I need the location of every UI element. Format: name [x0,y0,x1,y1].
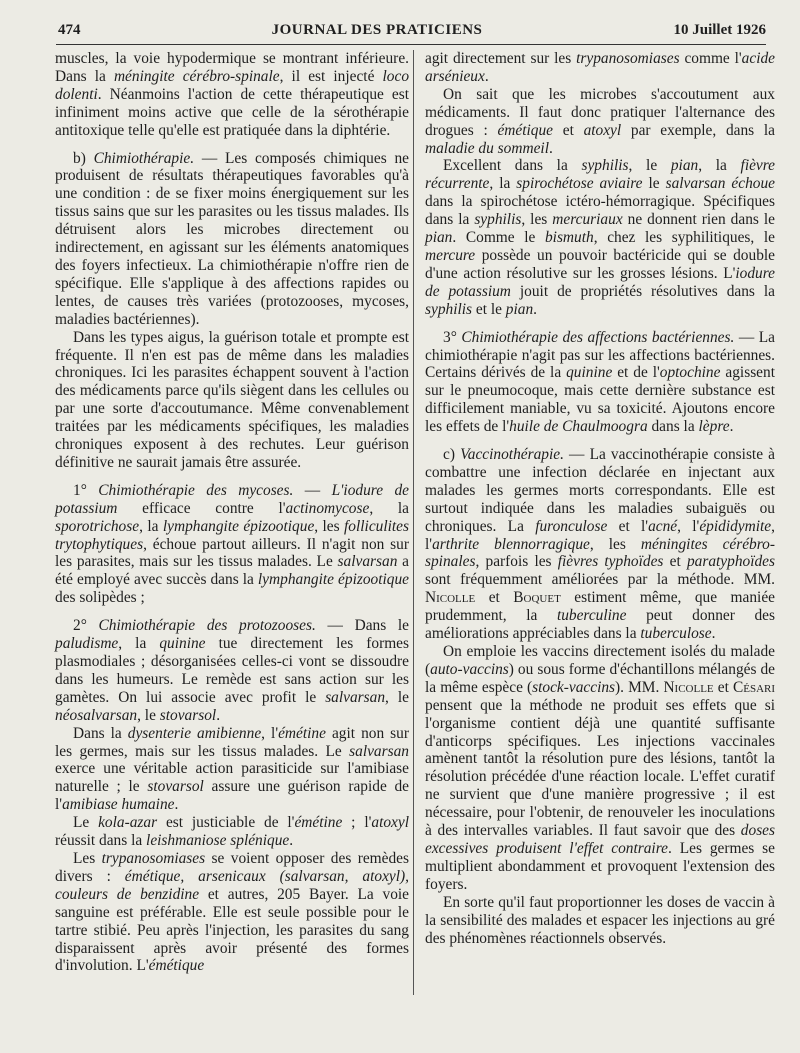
paragraph [425,446,775,643]
italic-term: quinine [566,364,613,382]
text-run: Dans les types aigus, la guérison totale et prompte est fréquente. Il n'en est pas de même dans les maladies chroniques. Ici les parasites échappent souvent à l'action des médicaments parce qu'ils siègent dans les cellules ou par une sorte d'accoutumance. Même convenablement traitées par les médicaments spécifiques, les maladies chroniques exposent à des rechutes. Leur guérison définitive ne saurait jamais être assurée. [55,328,409,471]
italic-term: lèpre [698,418,730,436]
text-run: , la [489,175,517,193]
text-run: — Dans le [315,617,409,635]
italic-term: amibiase humaine [62,796,175,814]
italic-term: iodure de potassium [425,264,775,300]
italic-term: pian [425,229,453,247]
text-run: . [289,832,294,850]
text-run: On emploie les vaccins directement isolés du malade ( [425,643,775,678]
text-run: , la [698,157,741,175]
italic-term: acné [648,517,678,535]
italic-term: maladie du sommeil [425,139,549,157]
italic-term: émétine [294,814,343,832]
italic-term: trypanosomiases [101,849,206,867]
italic-term: kola-azar [98,814,158,832]
text-run: En sorte qu'il faut proportionner les doses de vaccin à la sensibilité des malades et espacer les injections au gré des phénomènes réactionnels observés. [425,893,775,947]
paragraph [425,329,775,436]
text-run: . [729,418,734,436]
italic-term: loco dolenti [55,67,410,103]
paragraph [425,643,775,894]
text-run: . [711,625,716,643]
italic-term: salvarsan [337,553,398,571]
author-name: Boquet [513,589,561,607]
italic-term: mercuriaux [552,211,623,229]
italic-term: syphilis [425,300,473,318]
paragraph [425,86,775,158]
text-run: , échoue partout ailleurs. Il n'agit non sur les parasites, mais sur les tissus malades. Le [55,535,409,571]
paragraph [55,329,409,472]
italic-term: lymphangite épizootique [257,571,409,589]
italic-term: sporotrichose [55,517,140,535]
italic-term: émétique [497,121,554,139]
italic-term: salvarsan échoue [665,175,775,193]
text-run: Dans la [73,724,128,742]
text-run: , parfois les [475,553,558,571]
text-run: , le [628,157,671,175]
text-run: par exemple, dans la [621,121,775,139]
italic-term: stovarsol [159,706,217,724]
paragraph [55,50,409,140]
paragraph [425,894,775,948]
text-run: tue directement les formes plasmodiales ; désorganisées celles-ci vont se dissoudre dans les humeurs. Le remède est sans action sur les gamètes. On lui associe avec profit le [55,635,409,706]
text-run: estiment même, que maniée prudemment, la [425,589,775,625]
text-run: ne donnent rien dans le [622,211,775,229]
italic-term: doses excessives produisent l'effet contraire [425,822,775,857]
text-run: — [293,481,332,499]
text-run: . [548,139,553,157]
text-run: peut donner des améliorations appréciables dans la [425,607,776,643]
italic-term: paratyphoïdes [686,553,775,571]
text-run: b) [73,149,94,167]
text-run: possède un pouvoir bactéricide qui se double d'une action résolutive sur les grosses lésions. L' [425,246,775,282]
text-run: , il est injecté [279,67,383,85]
italic-term: trypanosomiases [576,50,680,67]
page-header [58,18,766,42]
text-run: c) [443,446,461,464]
italic-term: syphilis [581,157,629,175]
text-run: . Comme le [452,229,545,247]
paragraph [55,850,409,975]
text-run: , le [385,688,409,706]
author-name: Nicolle [425,589,476,607]
text-run: et [553,121,584,139]
text-run: ; l' [342,814,372,832]
text-run: sont fréquemment améliorées par la méthode. MM. [425,571,775,589]
text-run: 2° [73,617,99,635]
italic-term: Chimiothérapie. [93,149,195,167]
text-run: des solipèdes ; [55,589,145,607]
text-run: . Néanmoins l'action de cette thérapeutique est infiniment moins active que celle de la sérothérapie antitoxique telle qu'elle est pratiquée dans la diphtérie. [55,85,409,139]
text-run: ). MM. [615,678,664,696]
italic-term: Chimiothérapie des protozooses. [98,617,316,635]
text-run: . [216,706,221,724]
text-run: , les [589,535,641,553]
italic-term: épididymite [699,517,772,535]
italic-term: stovarsol [147,778,204,796]
italic-term: dysenterie amibienne [127,724,262,742]
italic-term: fièvres typhoïdes [557,553,664,571]
italic-term: mercure [425,246,476,264]
italic-term: folliculites trytophytiques [55,517,410,553]
paragraph [55,482,409,607]
issue-date: 10 Juillet 1926 [673,21,766,38]
text-run: , les [314,517,345,535]
italic-term: paludisme [55,635,119,653]
italic-term: acide arsénieux [425,50,776,85]
italic-term: Chimiothérapie des affections bactériennes. [461,328,735,346]
text-run: 1° [73,481,99,499]
text-run: dans la [647,418,699,436]
right-column [425,50,775,947]
italic-term: émétique [148,957,205,975]
text-run: , les [521,211,553,229]
text-run: agit directement sur les [425,50,577,67]
italic-term: optochine [659,364,721,382]
text-run: exerce une véritable action parasiticide sur l'amibiase naturelle ; le [55,760,409,796]
text-run: jouit de propriétés résolutives dans la [510,282,775,300]
author-name: Nicolle [663,678,714,696]
text-run: , la [369,499,409,517]
text-run: et de l' [612,364,660,382]
italic-term: atoxyl [583,121,622,139]
paragraph [55,150,409,329]
text-run: agit non sur les germes, mais sur les tissus malades. Le [55,724,409,760]
italic-term: émétique, arsenicaux (salvarsan, atoxyl), couleurs de benzidine [55,867,409,903]
text-run: et le [472,300,506,318]
italic-term: salvarsan [325,688,386,706]
italic-term: méningites cérébro-spinales [425,535,775,571]
italic-term: huile de Chaulmoogra [509,418,648,436]
page-number: 474 [58,21,81,38]
text-run: — La vaccinothérapie consiste à combattre une infection déclarée en injectant aux malades les germes morts correspondants. Elle est surtout indiquée dans les maladies subaiguës ou chroniques. La [425,446,775,535]
paragraph [425,157,775,318]
text-run: et [663,553,687,571]
italic-term: lymphangite épizootique [162,517,315,535]
text-run: ) ou sous forme d'échantillons mélangés de la même espèce ( [425,660,775,696]
text-run: réussit dans la [55,832,147,850]
italic-term: L'iodure de potassium [55,481,409,517]
journal-title: JOURNAL DES PRATICIENS [271,21,483,38]
text-run: assure une guérison rapide de l' [55,778,410,814]
text-run: 3° [443,328,462,346]
author-name: Césari [732,678,776,696]
text-run: . [484,67,489,85]
text-run: , le [137,706,160,724]
italic-term: pian [670,157,699,175]
italic-term: méningite cérébro-spinale [113,67,280,85]
text-run: le [642,175,666,193]
text-run: a été employé avec succès dans la [55,553,409,589]
text-run: , l' [261,724,279,742]
paragraph [55,725,409,815]
text-run: , l' [677,517,700,535]
italic-term: syphilis [474,211,522,229]
column-divider [413,50,414,995]
italic-term: émétine [278,724,326,742]
text-run: se voient opposer des remèdes divers : [55,849,409,885]
italic-term: quinine [159,635,206,653]
italic-term: Chimiothérapie des mycoses. [98,481,294,499]
text-run: , la [139,517,163,535]
text-run: On sait que les microbes s'accoutument aux médicaments. Il faut donc pratiquer l'alternance des drogues : [425,85,775,139]
italic-term: actinomycose [285,499,370,517]
text-run: est justiciable de l' [157,814,295,832]
text-run: — Les composés chimiques ne produisent de résultats thérapeutiques favorables qu'à une condition : de se fixer moins énergiquement sur les tissus sains que sur les parasites ou les tissus malades. Ils détruisent alors les microbes directement ou indirectement, en agissant sur les éléments anatomiques des foyers infectieux. La chimiothérapie n'offre rien de spécifique. Elle s'applique à des affections rapides ou lentes, de causes très variées (protozooses, mycoses, maladies bactériennes). [55,149,409,328]
italic-term: auto-vaccins [430,660,509,678]
paragraph [55,617,409,724]
text-run: . [533,300,538,318]
paragraph [425,50,775,86]
italic-term: Vaccinothérapie. [460,446,564,464]
italic-term: tuberculine [556,607,627,625]
italic-term: fièvre récurrente [425,157,776,193]
text-run: Les [73,849,102,867]
text-run: comme l' [679,50,742,67]
text-run: Excellent dans la [443,157,582,175]
text-run: . [174,796,179,814]
text-run: efficace contre l' [117,499,286,517]
header-rule [56,44,766,45]
text-run: , chez les syphilitiques, le [593,229,775,247]
italic-term: spirochétose aviaire [516,175,643,193]
italic-term: néosalvarsan [55,706,138,724]
text-run: — La chimiothérapie n'agit pas sur les affections bactériennes. Certains dérivés de la [425,328,775,382]
italic-term: arthrite blennorragique [432,535,590,553]
italic-term: bismuth [544,229,594,247]
italic-term: salvarsan [349,742,409,760]
text-run: , l' [425,517,775,553]
italic-term: stock-vaccins [532,678,616,696]
text-run: et l' [607,517,649,535]
left-column [55,50,409,975]
text-run: agissent sur le pneumocoque, mais cette dernière substance est difficilement maniable, vu sa toxicité. Ajoutons encore les effets de l' [425,364,775,436]
paragraph [55,814,409,850]
text-run: Le [73,814,99,832]
text-run: muscles, la voie hypodermique se montrant inférieure. Dans la [55,50,409,85]
text-run: dans la spirochétose ictéro-hémorragique. Spécifiques dans la [425,193,775,229]
text-run: , la [118,635,160,653]
text-run: et [713,678,733,696]
text-run: . Les germes se multiplient abondamment et provoquent l'extension des foyers. [425,839,775,893]
text-run: et autres, 205 Bayer. La voie sanguine est préférable. Elle est seule possible pour le tartre stibié. Peu après l'injection, les parasites du sang disparaissent après avoir présenté des formes d'involution. L' [55,885,409,975]
italic-term: tuberculose [640,625,712,643]
italic-term: leishmaniose splénique [146,832,290,850]
text-run: et [475,589,514,607]
italic-term: atoxyl [371,814,409,832]
italic-term: pian [505,300,534,318]
italic-term: furonculose [535,517,608,535]
text-run: pensent que la méthode ne produit ses effets que si l'organisme contient déjà une quantité suffisante d'anticorps spécifiques. Les injections vaccinales amènent tantôt la résolution pure des lésions, tantôt la résolution précédée d'une réaction locale. L'effet curatif ne survient que d'une manière progressive ; il est nécessaire, pour l'obtenir, de renouveler les inoculations à des intervalles variables. Il faut savoir que des [425,696,775,840]
